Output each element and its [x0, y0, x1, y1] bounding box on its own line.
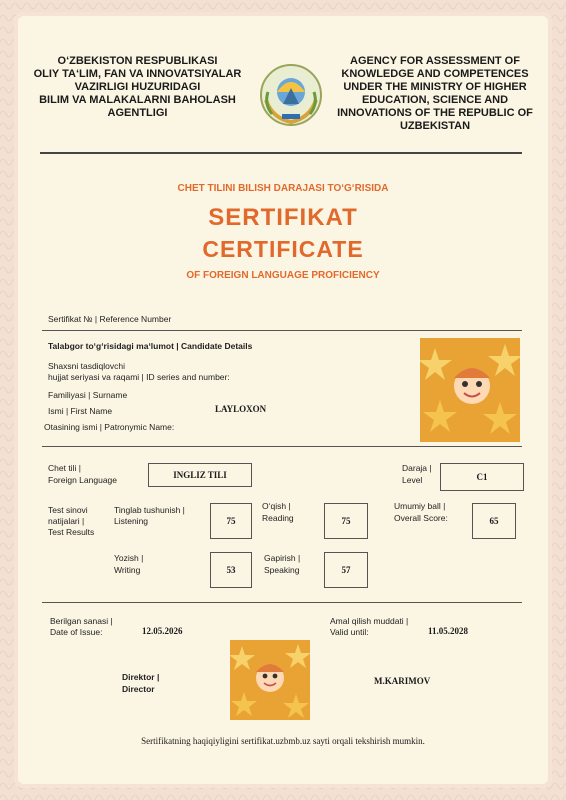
- writing-label-1: Yozish |: [114, 553, 144, 563]
- header-right-line: AGENCY FOR ASSESSMENT OF: [350, 55, 520, 67]
- level-label-2: Level: [402, 475, 423, 485]
- results-label-2: natijalari |: [48, 516, 85, 526]
- writing-label-2: Writing: [114, 565, 141, 575]
- results-label-3: Test Results: [48, 527, 95, 537]
- overall-label-1: Umumiy ball |: [394, 501, 446, 511]
- header-left-line: VAZIRLIGI HUZURIDAGI: [74, 81, 201, 93]
- surname-label: Familiyasi | Surname: [48, 390, 128, 400]
- listening-label-1: Tinglab tushunish |: [114, 505, 185, 515]
- overall-label-2: Overall Score:: [394, 513, 448, 523]
- director-name: M.KARIMOV: [374, 676, 431, 686]
- reading-label-1: O‘qish |: [262, 501, 291, 511]
- candidate-photo: [420, 338, 520, 442]
- header-right-line: UZBEKISTAN: [399, 120, 471, 132]
- state-emblem-icon: [258, 62, 324, 128]
- header-left-line: AGENTLIGI: [107, 107, 168, 119]
- id-label-2: hujjat seriyasi va raqami | ID series and number:: [48, 372, 230, 382]
- listening-box: 75: [210, 503, 252, 539]
- reading-box: 75: [324, 503, 368, 539]
- reading-label-2: Reading: [262, 513, 294, 523]
- results-label-1: Test sinovi: [48, 505, 88, 515]
- issue-date-value: 12.05.2026: [142, 626, 183, 636]
- header-right: [330, 55, 540, 133]
- header-right-line: INNOVATIONS OF THE REPUBLIC OF: [337, 107, 533, 119]
- title-subtitle-bottom: OF FOREIGN LANGUAGE PROFICIENCY: [186, 270, 380, 281]
- header-right-line: KNOWLEDGE AND COMPETENCES: [341, 68, 529, 80]
- header-divider: [40, 152, 522, 154]
- candidate-section-label: Talabgor to‘g‘risidagi ma‘lumot | Candidate Details: [48, 341, 253, 351]
- speaking-label-2: Speaking: [264, 565, 300, 575]
- director-label-1: Direktor |: [122, 672, 160, 682]
- title-subtitle-top: CHET TILINI BILISH DARAJASI TO‘G‘RISIDA: [177, 183, 389, 194]
- first-name-label: Ismi | First Name: [48, 406, 113, 416]
- header-left-line: OLIY TA‘LIM, FAN VA INNOVATSIYALAR: [33, 68, 242, 80]
- footer-note: Sertifikatning haqiqiyligini sertifikat.uzbmb.uz sayti orqali tekshirish mumkin.: [141, 736, 425, 746]
- reference-divider: [42, 330, 522, 331]
- level-box: C1: [440, 463, 524, 491]
- speaking-label-1: Gapirish |: [264, 553, 301, 563]
- director-label-2: Director: [122, 684, 155, 694]
- foreign-language-label-2: Foreign Language: [48, 475, 118, 485]
- reference-label: Sertifikat № | Reference Number: [48, 314, 172, 324]
- header-right-line: UNDER THE MINISTRY OF HIGHER: [343, 81, 527, 93]
- valid-label-1: Amal qilish muddati |: [330, 616, 409, 626]
- patronymic-label: Otasining ismi | Patronymic Name:: [44, 422, 175, 432]
- foreign-language-label-1: Chet tili |: [48, 463, 81, 473]
- overall-box: 65: [472, 503, 516, 539]
- foreign-language-box: INGLIZ TILI: [148, 463, 252, 487]
- title-main-uz: SERTIFIKAT: [208, 204, 358, 231]
- first-name-value: LAYLOXON: [215, 404, 267, 414]
- header-right-line: EDUCATION, SCIENCE AND: [361, 94, 509, 106]
- stamp-photo: [230, 640, 310, 720]
- header-left: [30, 55, 245, 120]
- header-left-line: O‘ZBEKISTON RESPUBLIKASI: [57, 55, 218, 67]
- issue-label-2: Date of Issue:: [50, 627, 103, 637]
- valid-until-value: 11.05.2028: [428, 626, 469, 636]
- header-left-line: BILIM VA MALAKALARNI BAHOLASH: [39, 94, 236, 106]
- valid-label-2: Valid until:: [330, 627, 369, 637]
- id-label-1: Shaxsni tasdiqlovchi: [48, 361, 126, 371]
- writing-box: 53: [210, 552, 252, 588]
- listening-label-2: Listening: [114, 516, 149, 526]
- candidate-divider: [42, 446, 522, 447]
- speaking-box: 57: [324, 552, 368, 588]
- exam-divider: [42, 602, 522, 603]
- title-main-en: CERTIFICATE: [202, 236, 364, 262]
- level-label-1: Daraja |: [402, 463, 432, 473]
- issue-label-1: Berilgan sanasi |: [50, 616, 113, 626]
